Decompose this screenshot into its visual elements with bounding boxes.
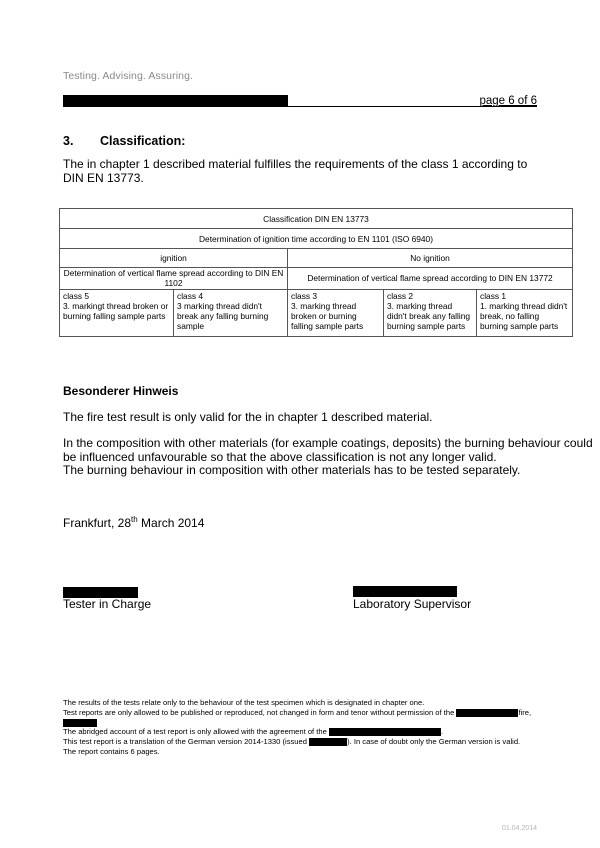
date-ordinal: th — [131, 515, 138, 524]
footer-notes — [63, 698, 563, 757]
notice-heading: Besonderer Hinweis — [63, 384, 179, 398]
date-suffix: March 2014 — [137, 516, 205, 530]
laboratory-supervisor-label: Laboratory Supervisor — [353, 597, 472, 611]
class-description: 3. marking thread broken or burning falling sample parts — [291, 301, 364, 331]
section-heading — [63, 134, 185, 148]
classification-line-2: DIN EN 13773. — [63, 170, 144, 185]
redacted-header-text — [63, 95, 288, 106]
class-description: 3 marking thread didn't break any falling burning sample — [177, 301, 269, 331]
class-cell — [477, 290, 573, 337]
notice-composition-line-1: In the composition with other materials (for example coatings, deposits) the burning behaviour could — [63, 436, 593, 450]
class-cell — [288, 290, 384, 337]
section-title: Classification: — [100, 134, 186, 148]
section-number: 3. — [63, 134, 74, 148]
class-cell — [60, 290, 174, 337]
footer-line-2 — [63, 708, 563, 718]
redacted-supervisor-name — [353, 586, 457, 597]
class-description: 3. markingt thread broken or burning falling sample parts — [63, 301, 169, 321]
redacted-company — [456, 709, 518, 717]
vertical-flame-1102-header: Determination of vertical flame spread according to DIN EN 1102 — [60, 268, 288, 290]
place-and-date — [63, 513, 204, 531]
class-cell — [384, 290, 477, 337]
class-description: 1. marking thread didn't break, no falling burning sample parts — [480, 301, 568, 331]
notice-separate-testing: The burning behaviour in composition with other materials has to be tested separately. — [63, 463, 521, 477]
header-divider — [63, 106, 537, 107]
footer-line-1: The results of the tests relate only to the behaviour of the test specimen which is designated in chapter one. — [63, 698, 425, 707]
classification-statement — [63, 158, 527, 185]
footer-line-3a: The abridged account of a test report is only allowed with the agreement of the — [63, 727, 327, 737]
classification-line-1: The in chapter 1 described material fulfilles the requirements of the class 1 according to — [63, 157, 528, 171]
class-name: class 5 — [63, 291, 90, 301]
notice-composition — [63, 437, 593, 478]
date-prefix: Frankfurt, 28 — [63, 516, 132, 530]
redacted-issue-date — [309, 738, 347, 746]
class-name: class 3 — [291, 291, 318, 301]
footer-line-2b: fire, — [518, 707, 532, 717]
notice-composition-line-2: be influenced unfavourable so that the above classification is not any longer valid. — [63, 449, 497, 464]
tester-in-charge-label: Tester in Charge — [63, 597, 152, 611]
footer-line-4 — [63, 737, 563, 747]
redacted-location — [63, 719, 97, 727]
footer-line-3 — [63, 727, 563, 737]
class-name: class 4 — [177, 291, 204, 301]
class-name: class 1 — [480, 291, 507, 301]
no-ignition-header: No ignition — [288, 249, 573, 268]
ignition-header: ignition — [60, 249, 288, 268]
footer-line-5: The report contains 6 pages. — [63, 746, 160, 756]
footer-line-4b: ). In case of doubt only the German version is valid. — [347, 737, 521, 747]
table-subtitle: Determination of ignition time according to EN 1101 (ISO 6940) — [60, 229, 573, 249]
footer-line-3b: . — [440, 727, 444, 737]
vertical-flame-13772-header: Determination of vertical flame spread according to DIN EN 13772 — [288, 268, 573, 290]
class-name: class 2 — [387, 291, 414, 301]
page-number: page 6 of 6 — [479, 95, 537, 107]
footer-line-2a: Test reports are only allowed to be published or reproduced, not changed in form and tenor without permission of the — [63, 707, 455, 717]
redacted-organisation — [329, 727, 444, 737]
company-tagline: Testing. Advising. Assuring. — [63, 70, 194, 82]
class-description: 3. marking thread didn't break any falling burning sample parts — [387, 301, 471, 331]
classification-table — [59, 208, 573, 337]
notice-validity: The fire test result is only valid for the in chapter 1 described material. — [63, 410, 433, 424]
class-cell — [174, 290, 288, 337]
table-title: Classification DIN EN 13773 — [60, 209, 573, 229]
footer-line-4a: This test report is a translation of the German version 2014-1330 (issued — [63, 737, 307, 747]
document-date-stamp: 01.04.2014 — [501, 825, 537, 832]
